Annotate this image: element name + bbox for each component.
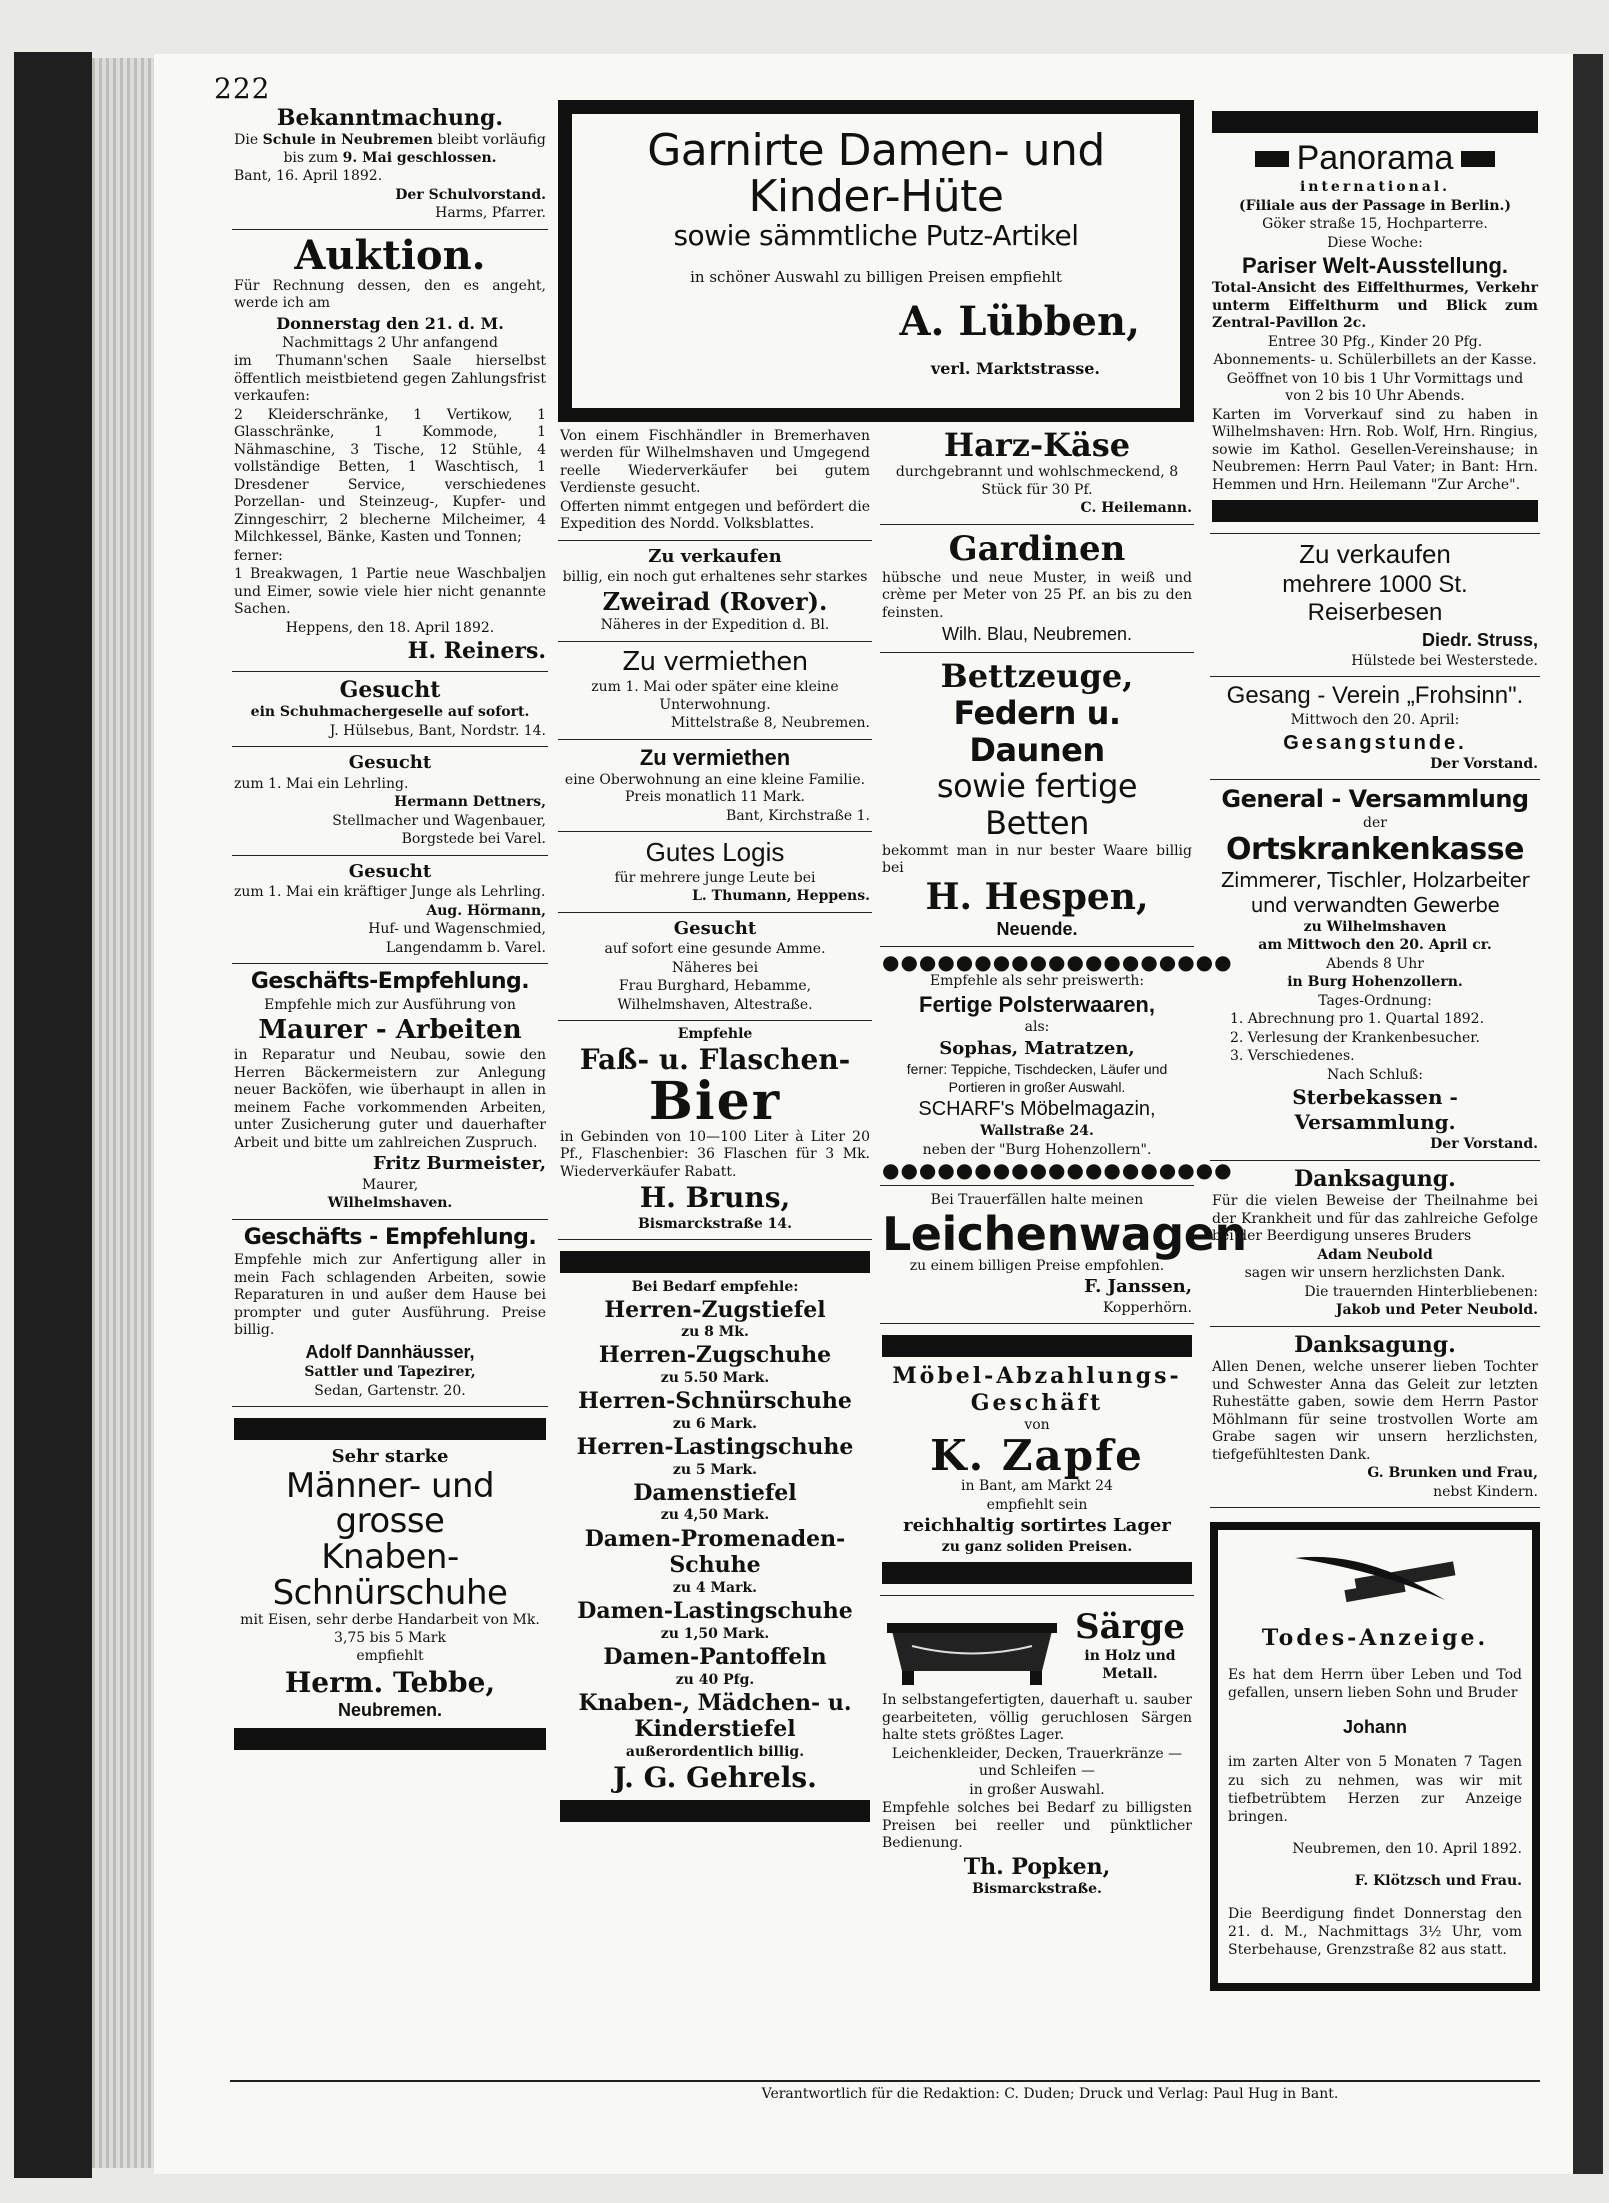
dots-border: ●●●●●●●●●●●●●●●●●●●	[882, 950, 1233, 975]
ad-gardinen: Gardinen hübsche und neue Muster, in weiß und crème per Meter von 25 Pf. an bis zu den feinsten. Wilh. Blau, Neubremen.	[880, 525, 1194, 653]
black-rule	[234, 1418, 546, 1440]
panorama-header: Panorama	[1212, 139, 1538, 178]
ad-gesucht-schuhmacher: Gesucht ein Schuhmachergeselle auf sofort. J. Hülsebus, Bant, Nordstr. 14.	[232, 672, 548, 747]
ad-saerge: Särge in Holz und Metall. In selbstangefertigten, dauerhaft u. sauber gearbeiteten, völlig geruchlosen Särgen halte stets größtes Lager. Leichenkleider, Decken, Trauerkränze — und Schleifen — in großer Auswahl. Empfehle solches bei Bedarf zu billigsten Preisen bei reeller und pünktlicher Bedienung. Th. Popken, Bismarckstraße.	[880, 1596, 1194, 1904]
ad-leichenwagen: Bei Trauerfällen halte meinen Leichenwagen zu einem billigen Preise empfohlen. F. Janssen, Kopperhörn.	[880, 1186, 1194, 1324]
ad-moebel-zapfe: Möbel-Abzahlungs- Geschäft von K. Zapfe in Bant, am Markt 24 empfiehlt sein reichhaltig sortirtes Lager zu ganz soliden Preisen.	[880, 1324, 1194, 1596]
column-2-right	[880, 422, 1247, 1905]
ad-general-versammlung: General - Versammlung der Ortskrankenkasse Zimmerer, Tischler, Holzarbeiter und verwandten Gewerbe zu Wilhelmshaven am Mittwoch den 20. April cr. Abends 8 Uhr in Burg Hohenzollern. Tages-Ordnung: 1. Abrechnung pro 1. Quartal 1892. 2. Verlesung der Krankenbesucher. 3. Verschiedenes. Nach Schluß: Sterbekassen - Versammlung. Der Vorstand.	[1210, 780, 1540, 1161]
ad-huete: Garnirte Damen- und Kinder-Hüte sowie sämmtliche Putz-Artikel in schöner Auswahl zu billigen Preisen empfiehlt A. Lübben, verl. Marktstrasse.	[558, 100, 1194, 422]
ad-auktion: Auktion. Für Rechnung dessen, den es angeht, werde ich am Donnerstag den 21. d. M. Nachmittags 2 Uhr anfangend im Thumann'schen Saale hierselbst öffentlich meistbietend gegen Zahlungsfrist verkaufen: 2 Kleiderschränke, 1 Vertikow, 1 Glasschränke, 1 Kommode, 1 Nähmaschine, 3 Tische, 12 Stühle, 4 vollständige Betten, 1 Waschtisch, 1 Dresdener Service, verschiedenes Porzellan- und Steinzeug-, Kupfer- und Zinngeschirr, 2 blecherne Milcheimer, 4 Milchkessel, Bänke, Kasten und Tonnen; ferner: 1 Breakwagen, 1 Partie neue Waschbaljen und Eimer, sowie viele hier nicht genannte Sachen. Heppens, den 18. April 1892. H. Reiners.	[232, 230, 548, 672]
black-rule	[1212, 111, 1538, 133]
page-number: 222	[214, 72, 271, 105]
pointing-hand-icon	[1461, 151, 1495, 167]
black-rule	[560, 1800, 870, 1822]
footer-rule	[230, 2080, 1540, 2082]
ad-vermiethen-unterwohnung: Zu vermiethen zum 1. Mai oder später eine kleine Unterwohnung. Mittelstraße 8, Neubremen.	[558, 642, 872, 740]
ad-gesang-verein: Gesang - Verein „Frohsinn". Mittwoch den 20. April: Gesangstunde. Der Vorstand.	[1210, 677, 1540, 780]
ad-danksagung-neubold: Danksagung. Für die vielen Beweise der Theilnahme bei der Krankheit und für das zahlreiche Gefolge bei der Beerdigung unseres Bruders Adam Neubold sagen wir unsern herzlichsten Dank. Die trauernden Hinterbliebenen: Jakob und Peter Neubold.	[1210, 1161, 1540, 1327]
ad-bettzeuge: Bettzeuge, Federn u. Daunen sowie fertige Betten bekommt man in nur bester Waare billig bei H. Hespen, Neuende.	[880, 653, 1194, 947]
page-edges	[92, 58, 154, 2168]
black-rule	[560, 1251, 870, 1273]
ad-vermiethen-oberwohnung: Zu vermiethen eine Oberwohnung an eine kleine Familie. Preis monatlich 11 Mark. Bant, Kirchstraße 1.	[558, 740, 872, 833]
ad-title: Bekanntmachung.	[276, 105, 504, 131]
column-2-rows	[558, 422, 1247, 1905]
ad-todes-anzeige: Todes-Anzeige. Es hat dem Herrn über Leben und Tod gefallen, unsern lieben Sohn und Bruder Johann im zarten Alter von 5 Monaten 7 Tagen zu sich zu nehmen, was wir mit tiefbetrübtem Herzen zur Anzeige bringen. Neubremen, den 10. April 1892. F. Klötzsch und Frau. Die Beerdigung findet Donnerstag den 21. d. M., Nachmittags 3½ Uhr, vom Sterbehause, Grenzstraße 82 aus statt.	[1210, 1522, 1540, 1991]
ad-geschaefts-empfehlung-maurer: Geschäfts-Empfehlung. Empfehle mich zur Ausführung von Maurer - Arbeiten in Reparatur und Neubau, sowie den Herren Bäckermeistern zur Anlegung neuer Backöfen, wie überhaupt in allen in meinem Fache vorkommenden Arbeiten, unter Zusicherung guter und dauerhafter Arbeit und bitte um zahlreichen Zuspruch. Fritz Burmeister, Maurer, Wilhelmshaven.	[232, 964, 548, 1220]
column-2	[558, 100, 1247, 1905]
black-rule	[234, 1728, 546, 1750]
pointing-hand-icon	[1255, 151, 1289, 167]
right-border	[1573, 54, 1603, 2174]
ad-gesucht-junge: Gesucht zum 1. Mai ein kräftiger Junge als Lehrling. Aug. Hörmann, Huf- und Wagenschmied, Langendamm b. Varel.	[232, 856, 548, 965]
ad-fischhaendler: Von einem Fischhändler in Bremerhaven werden für Wilhelmshaven und Umgegend reelle Wiederverkäufer bei gutem Verdienste gesucht. Offerten nimmt entgegen und befördert die Expedition des Nordd. Volksblattes.	[558, 422, 872, 541]
ad-title: Auktion.	[294, 231, 486, 279]
column-1	[232, 100, 548, 1761]
ad-bier: Empfehle Faß- u. Flaschen- Bier in Gebinden von 10—100 Liter à Liter 20 Pf., Flaschenbier: 36 Flaschen für 3 Mk. Wiederverkäufer Rabatt. H. Bruns, Bismarckstraße 14.	[558, 1021, 872, 1240]
ad-polsterwaaren: ●●●●●●●●●●●●●●●●●●● Empfehle als sehr preiswerth: Fertige Polsterwaaren, als: Sophas, Matratzen, ferner: Teppiche, Tischdecken, Läufer und Portieren in großer Auswahl. SCHARF's Möbelmagazin, Wallstraße 24. neben der "Burg Hohenzollern". ●●●●●●●●●●●●●●●●●●●	[880, 947, 1194, 1186]
column-2-left	[558, 422, 872, 1905]
ad-danksagung-brunken: Danksagung. Allen Denen, welche unserer lieben Tochter und Schwester Anna das Geleit zur letzten Ruhestätte gaben, sowie dem Herrn Pastor Möhlmann für seine trostvollen Worte am Grabe sagen wir unsern herzlichsten, tiefgefühltesten Dank. G. Brunken und Frau, nebst Kindern.	[1210, 1327, 1540, 1508]
ad-reiserbesen: Zu verkaufen mehrere 1000 St. Reiserbesen Diedr. Struss, Hülstede bei Westerstede.	[1210, 534, 1540, 677]
ad-amme: Gesucht auf sofort eine gesunde Amme. Näheres bei Frau Burghard, Hebamme, Wilhelmshaven, Altestraße.	[558, 913, 872, 1022]
saerge-header: Särge in Holz und Metall.	[882, 1601, 1192, 1691]
ad-zweirad: Zu verkaufen billig, ein noch gut erhaltenes sehr starkes Zweirad (Rover). Näheres in der Expedition d. Bl.	[558, 541, 872, 642]
book-spine	[14, 52, 92, 2178]
ad-gesucht-lehrling: Gesucht zum 1. Mai ein Lehrling. Hermann Dettners, Stellmacher und Wagenbauer, Borgstede bei Varel.	[232, 747, 548, 856]
black-rule	[882, 1562, 1192, 1584]
ad-harz-kaese: Harz-Käse durchgebrannt und wohlschmeckend, 8 Stück für 30 Pf. C. Heilemann.	[880, 422, 1194, 525]
ad-stiefel: Bei Bedarf empfehle: Herren-Zugstiefel zu 8 Mk. Herren-Zugschuhe zu 5.50 Mark. Herren-Schnürschuhe zu 6 Mark. Herren-Lastingschuhe zu 5 Mark. Damenstiefel zu 4,50 Mark. Damen-Promenaden-Schuhe zu 4 Mark. Damen-Lastingschuhe zu 1,50 Mark. Damen-Pantoffeln zu 40 Pfg. Knaben-, Mädchen- u. Kinderstiefel außerordentlich billig. J. G. Gehrels.	[558, 1240, 872, 1833]
dots-border: ●●●●●●●●●●●●●●●●●●●	[882, 1158, 1233, 1183]
black-rule	[1212, 500, 1538, 522]
imprint-footer: Verantwortlich für die Redaktion: C. Duden; Druck und Verlag: Paul Hug in Bant.	[761, 2086, 1339, 2102]
ad-panorama: Panorama international. (Filiale aus der Passage in Berlin.) Göker straße 15, Hochparterre. Diese Woche: Pariser Welt-Ausstellung. Total-Ansicht des Eiffelthurmes, Verkehr unterm Eiffelthurm und Blick zum Zentral-Pavillon 2c. Entree 30 Pfg., Kinder 20 Pfg. Abonnements- u. Schülerbillets an der Kasse. Geöffnet von 10 bis 1 Uhr Vormittags und von 2 bis 10 Uhr Abends. Karten im Vorverkauf sind zu haben in Wilhelmshaven: Hrn. Rob. Wolf, Hrn. Ringius, sowie im Kathol. Gesellen-Vereinshause; in Neubremen: Herrn Paul Vater; in Bant: Hrn. Hemmen und Hrn. Heilemann "Zur Arche".	[1210, 100, 1540, 534]
ad-bekanntmachung: Bekanntmachung. Die Schule in Neubremen bleibt vorläufig bis zum 9. Mai geschlossen. Bant, 16. April 1892. Der Schulvorstand. Harms, Pfarrer.	[232, 100, 548, 230]
ad-schnuerschuhe: Sehr starke Männer- und grosse Knaben- Schnürschuhe mit Eisen, sehr derbe Handarbeit von Mk. 3,75 bis 5 Mark empfiehlt Herm. Tebbe, Neubremen.	[232, 1407, 548, 1760]
ad-gutes-logis: Gutes Logis für mehrere junge Leute bei L. Thumann, Heppens.	[558, 832, 872, 912]
coffin-icon	[882, 1601, 1062, 1691]
column-3	[1210, 100, 1540, 1991]
black-rule	[882, 1335, 1192, 1357]
quill-cross-icon	[1275, 1540, 1475, 1620]
ad-geschaefts-empfehlung-sattler: Geschäfts - Empfehlung. Empfehle mich zur Anfertigung aller in mein Fach schlagenden Arbeiten, sowie Reparaturen in und außer dem Hause bei prompter und guter Ausführung. Preise billig. Adolf Dannhäusser, Sattler und Tapezirer, Sedan, Gartenstr. 20.	[232, 1220, 548, 1407]
